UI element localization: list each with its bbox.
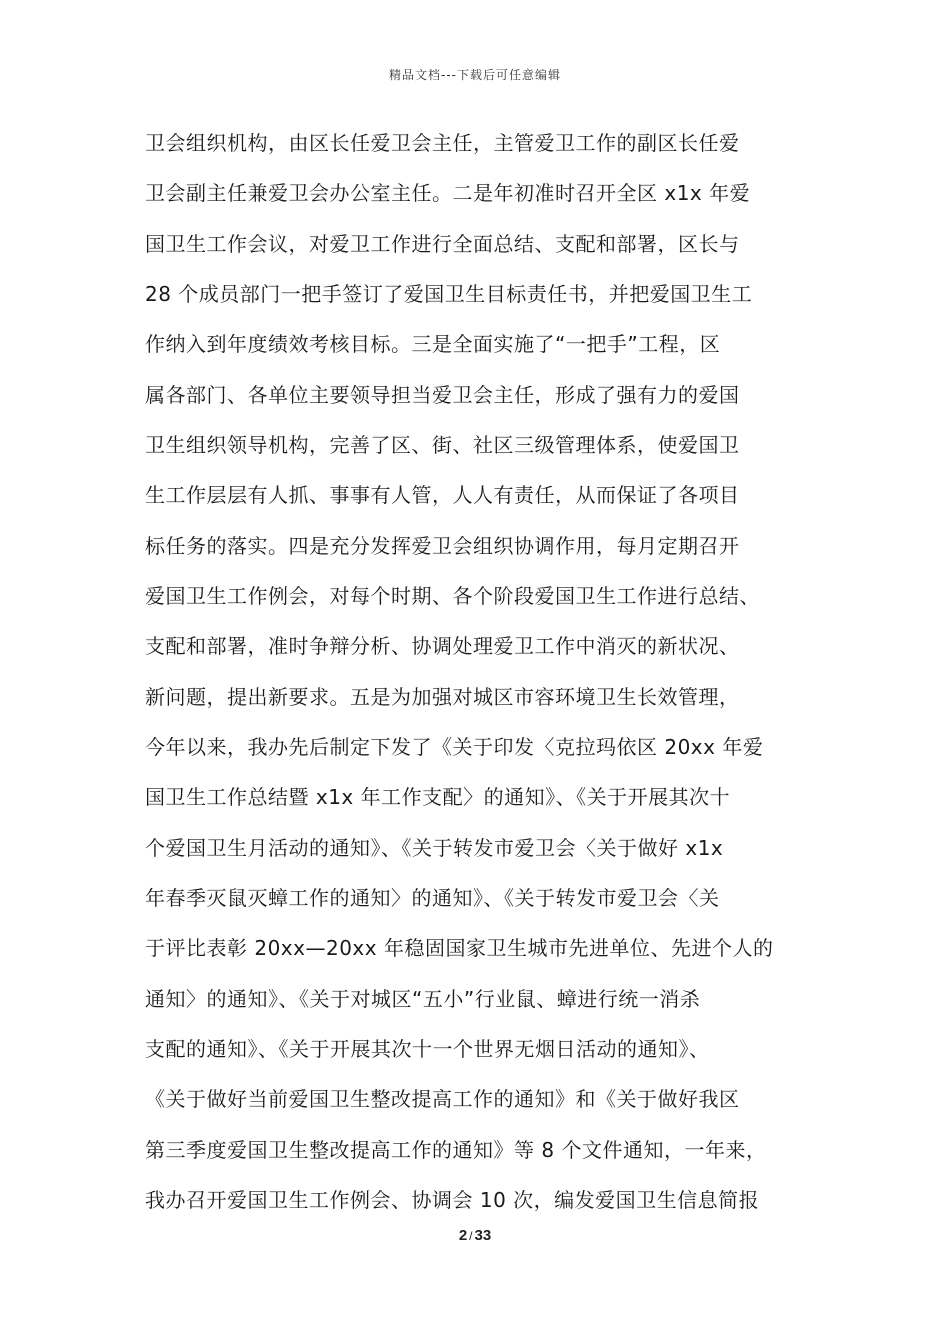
body-line: 年春季灭鼠灭蟑工作的通知〉的通知》、《关于转发市爱卫会〈关 — [145, 886, 720, 910]
body-line: 于评比表彰 20xx—20xx 年稳固国家卫生城市先进单位、先进个人的 — [145, 936, 774, 960]
body-line: 标任务的落实。四是充分发挥爱卫会组织协调作用，每月定期召开 — [145, 534, 740, 558]
body-line: 个爱国卫生月活动的通知》、《关于转发市爱卫会〈关于做好 x1x — [145, 836, 724, 860]
body-line: 支配的通知》、《关于开展其次十一个世界无烟日活动的通知》、 — [145, 1037, 710, 1061]
body-line: 国卫生工作会议，对爱卫工作进行全面总结、支配和部署，区长与 — [145, 232, 740, 256]
body-line: 卫生组织领导机构，完善了区、街、社区三级管理体系，使爱国卫 — [145, 433, 740, 457]
body-line: 属各部门、各单位主要领导担当爱卫会主任，形成了强有力的爱国 — [145, 383, 740, 407]
page-separator: / — [469, 1229, 473, 1243]
body-line: 《关于做好当前爱国卫生整改提高工作的通知》和《关于做好我区 — [145, 1087, 740, 1111]
body-line: 我办召开爱国卫生工作例会、协调会 10 次，编发爱国卫生信息简报 — [145, 1188, 760, 1212]
body-line: 新问题，提出新要求。五是为加强对城区市容环境卫生长效管理， — [145, 685, 740, 709]
current-page: 2 — [458, 1227, 468, 1244]
page-header: 精品文档---下载后可任意编辑 — [389, 68, 561, 82]
page-number — [0, 1227, 950, 1244]
total-pages: 33 — [474, 1227, 492, 1244]
body-line: 国卫生工作总结暨 x1x 年工作支配〉的通知》、《关于开展其次十 — [145, 785, 731, 809]
body-line: 爱国卫生工作例会，对每个时期、各个阶段爱国卫生工作进行总结、 — [145, 584, 760, 608]
body-line: 卫会组织机构，由区长任爱卫会主任，主管爱卫工作的副区长任爱 — [145, 131, 740, 155]
body-line: 今年以来，我办先后制定下发了《关于印发〈克拉玛依区 20xx 年爱 — [145, 735, 764, 759]
body-line: 28 个成员部门一把手签订了爱国卫生目标责任书，并把爱国卫生工 — [145, 282, 753, 306]
body-line: 生工作层层有人抓、事事有人管，人人有责任，从而保证了各项目 — [145, 483, 740, 507]
body-line: 作纳入到年度绩效考核目标。三是全面实施了“一把手”工程，区 — [145, 332, 721, 356]
body-line: 卫会副主任兼爱卫会办公室主任。二是年初准时召开全区 x1x 年爱 — [145, 181, 751, 205]
body-line: 支配和部署，准时争辩分析、协调处理爱卫工作中消灭的新状况、 — [145, 634, 740, 658]
body-line: 通知〉的通知》、《关于对城区“五小”行业鼠、蟑进行统一消杀 — [145, 987, 701, 1011]
body-line: 第三季度爱国卫生整改提高工作的通知》等 8 个文件通知，一年来， — [145, 1138, 767, 1162]
